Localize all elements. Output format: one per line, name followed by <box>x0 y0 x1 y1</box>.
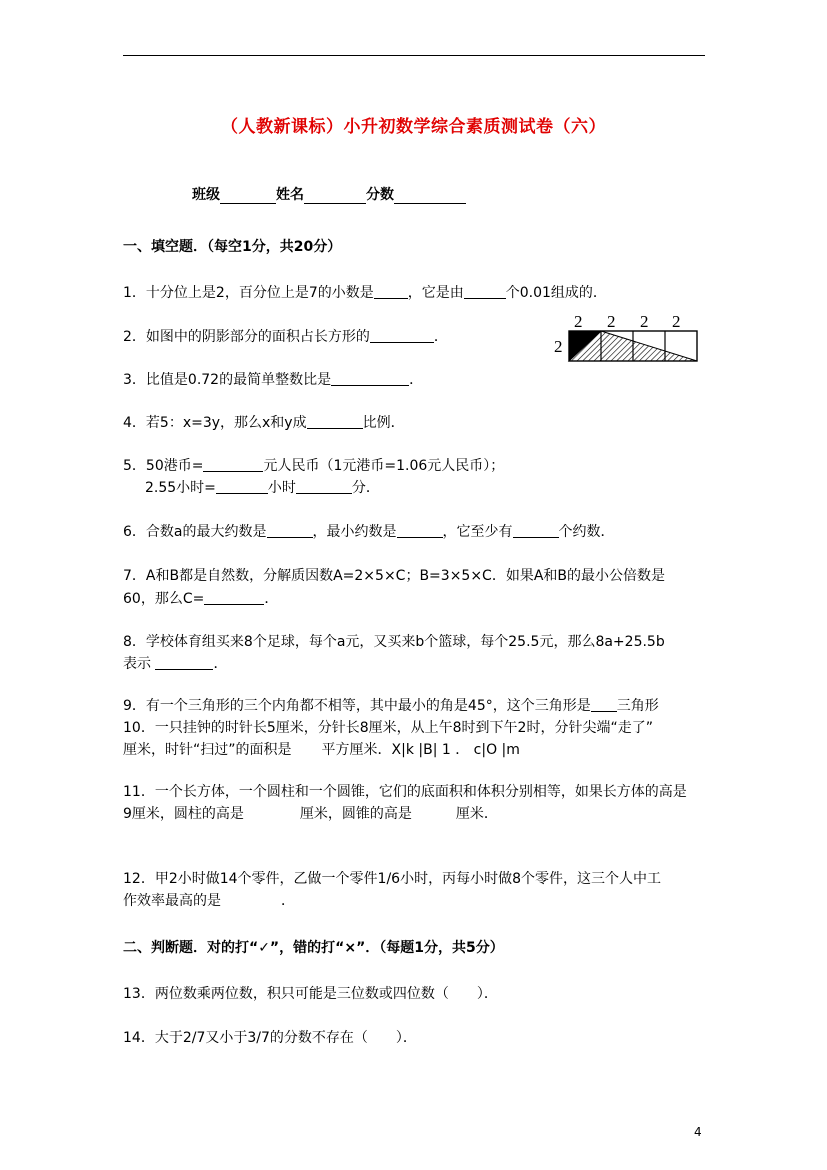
question-11: 11．一个长方体，一个圆柱和一个圆锥，它们的底面积和体积分别相等，如果长方体的高是 <box>123 784 687 800</box>
score-blank[interactable] <box>394 189 466 204</box>
question-8: 8．学校体育组买来8个足球，每个a元，又买来b个篮球，每个25.5元，那么8a+25.5b <box>123 634 665 650</box>
question-5: 5．50港币= 元人民币（1元港币=1.06元人民币）； <box>123 458 505 474</box>
question-12-line-2: 作效率最高的是 ． <box>123 893 295 909</box>
question-8-line-2: 表示 ． <box>123 656 228 672</box>
question-4: 4．若5：x=3y，那么x和y成 比例． <box>123 415 405 431</box>
shaded-rectangle-figure <box>552 312 702 364</box>
header-rule <box>123 55 705 56</box>
name-blank[interactable] <box>304 189 366 204</box>
figure-side-label: 2 <box>554 337 563 356</box>
class-blank[interactable] <box>220 189 276 204</box>
answer-blank[interactable] <box>331 371 409 386</box>
question-6: 6．合数a的最大约数是 ，最小约数是 ，它至少有 个约数． <box>123 524 615 540</box>
answer-blank[interactable] <box>513 523 559 538</box>
answer-blank[interactable] <box>464 284 506 299</box>
answer-blank[interactable] <box>216 479 268 494</box>
answer-blank[interactable] <box>204 590 264 605</box>
answer-blank[interactable] <box>307 414 363 429</box>
page-number: 4 <box>694 1125 702 1139</box>
answer-blank[interactable] <box>591 697 617 712</box>
figure-top-label: 2 <box>607 312 616 331</box>
figure-top-label: 2 <box>640 312 649 331</box>
answer-blank[interactable] <box>155 655 213 670</box>
answer-blank[interactable] <box>296 479 352 494</box>
answer-blank[interactable] <box>370 328 434 343</box>
question-12: 12．甲2小时做14个零件，乙做一个零件1/6小时，丙每小时做8个零件，这三个人中工 <box>123 871 661 887</box>
answer-blank[interactable] <box>397 523 443 538</box>
class-label: 班级 <box>192 187 220 203</box>
section-heading-fill-blank: 一、填空题．（每空1分，共20分） <box>123 239 342 255</box>
question-3: 3．比值是0.72的最简单整数比是 ． <box>123 372 424 388</box>
question-10-line-2: 厘米，时针“扫过”的面积是 平方厘米．X|k |B| 1 ． c|O |m <box>123 742 520 758</box>
question-7-line-2: 60，那么C= ． <box>123 591 279 607</box>
name-label: 姓名 <box>276 187 304 203</box>
question-10: 10．一只挂钟的时针长5厘米，分针长8厘米，从上午8时到下午2时，分针尖端“走了” <box>123 720 653 736</box>
question-2: 2．如图中的阴影部分的面积占长方形的 ． <box>123 329 448 345</box>
question-14: 14．大于2/7又小于3/7的分数不存在（ ）． <box>123 1030 417 1046</box>
question-1: 1．十分位上是2，百分位上是7的小数是 ，它是由 个0.01组成的． <box>123 285 607 301</box>
question-9: 9．有一个三角形的三个内角都不相等，其中最小的角是45°，这个三角形是 三角形 <box>123 698 659 714</box>
answer-blank[interactable] <box>374 284 408 299</box>
question-11-line-2: 9厘米，圆柱的高是 厘米，圆锥的高是 厘米． <box>123 806 498 822</box>
question-5-line-2: 2.55小时= 小时 分． <box>145 480 380 496</box>
score-label: 分数 <box>366 187 394 203</box>
page-title: （人教新课标）小升初数学综合素质测试卷（六） <box>221 117 606 137</box>
figure-top-label: 2 <box>672 312 681 331</box>
section-heading-true-false: 二、判断题．对的打“✓”，错的打“×”．（每题1分，共5分） <box>123 940 504 956</box>
question-7: 7．A和B都是自然数，分解质因数A=2×5×C；B=3×5×C．如果A和B的最小公倍数是 <box>123 568 666 584</box>
student-info-line <box>192 184 466 204</box>
answer-blank[interactable] <box>203 457 263 472</box>
figure-top-label: 2 <box>574 312 583 331</box>
question-13: 13．两位数乘两位数，积只可能是三位数或四位数（ ）． <box>123 986 498 1002</box>
answer-blank[interactable] <box>267 523 313 538</box>
